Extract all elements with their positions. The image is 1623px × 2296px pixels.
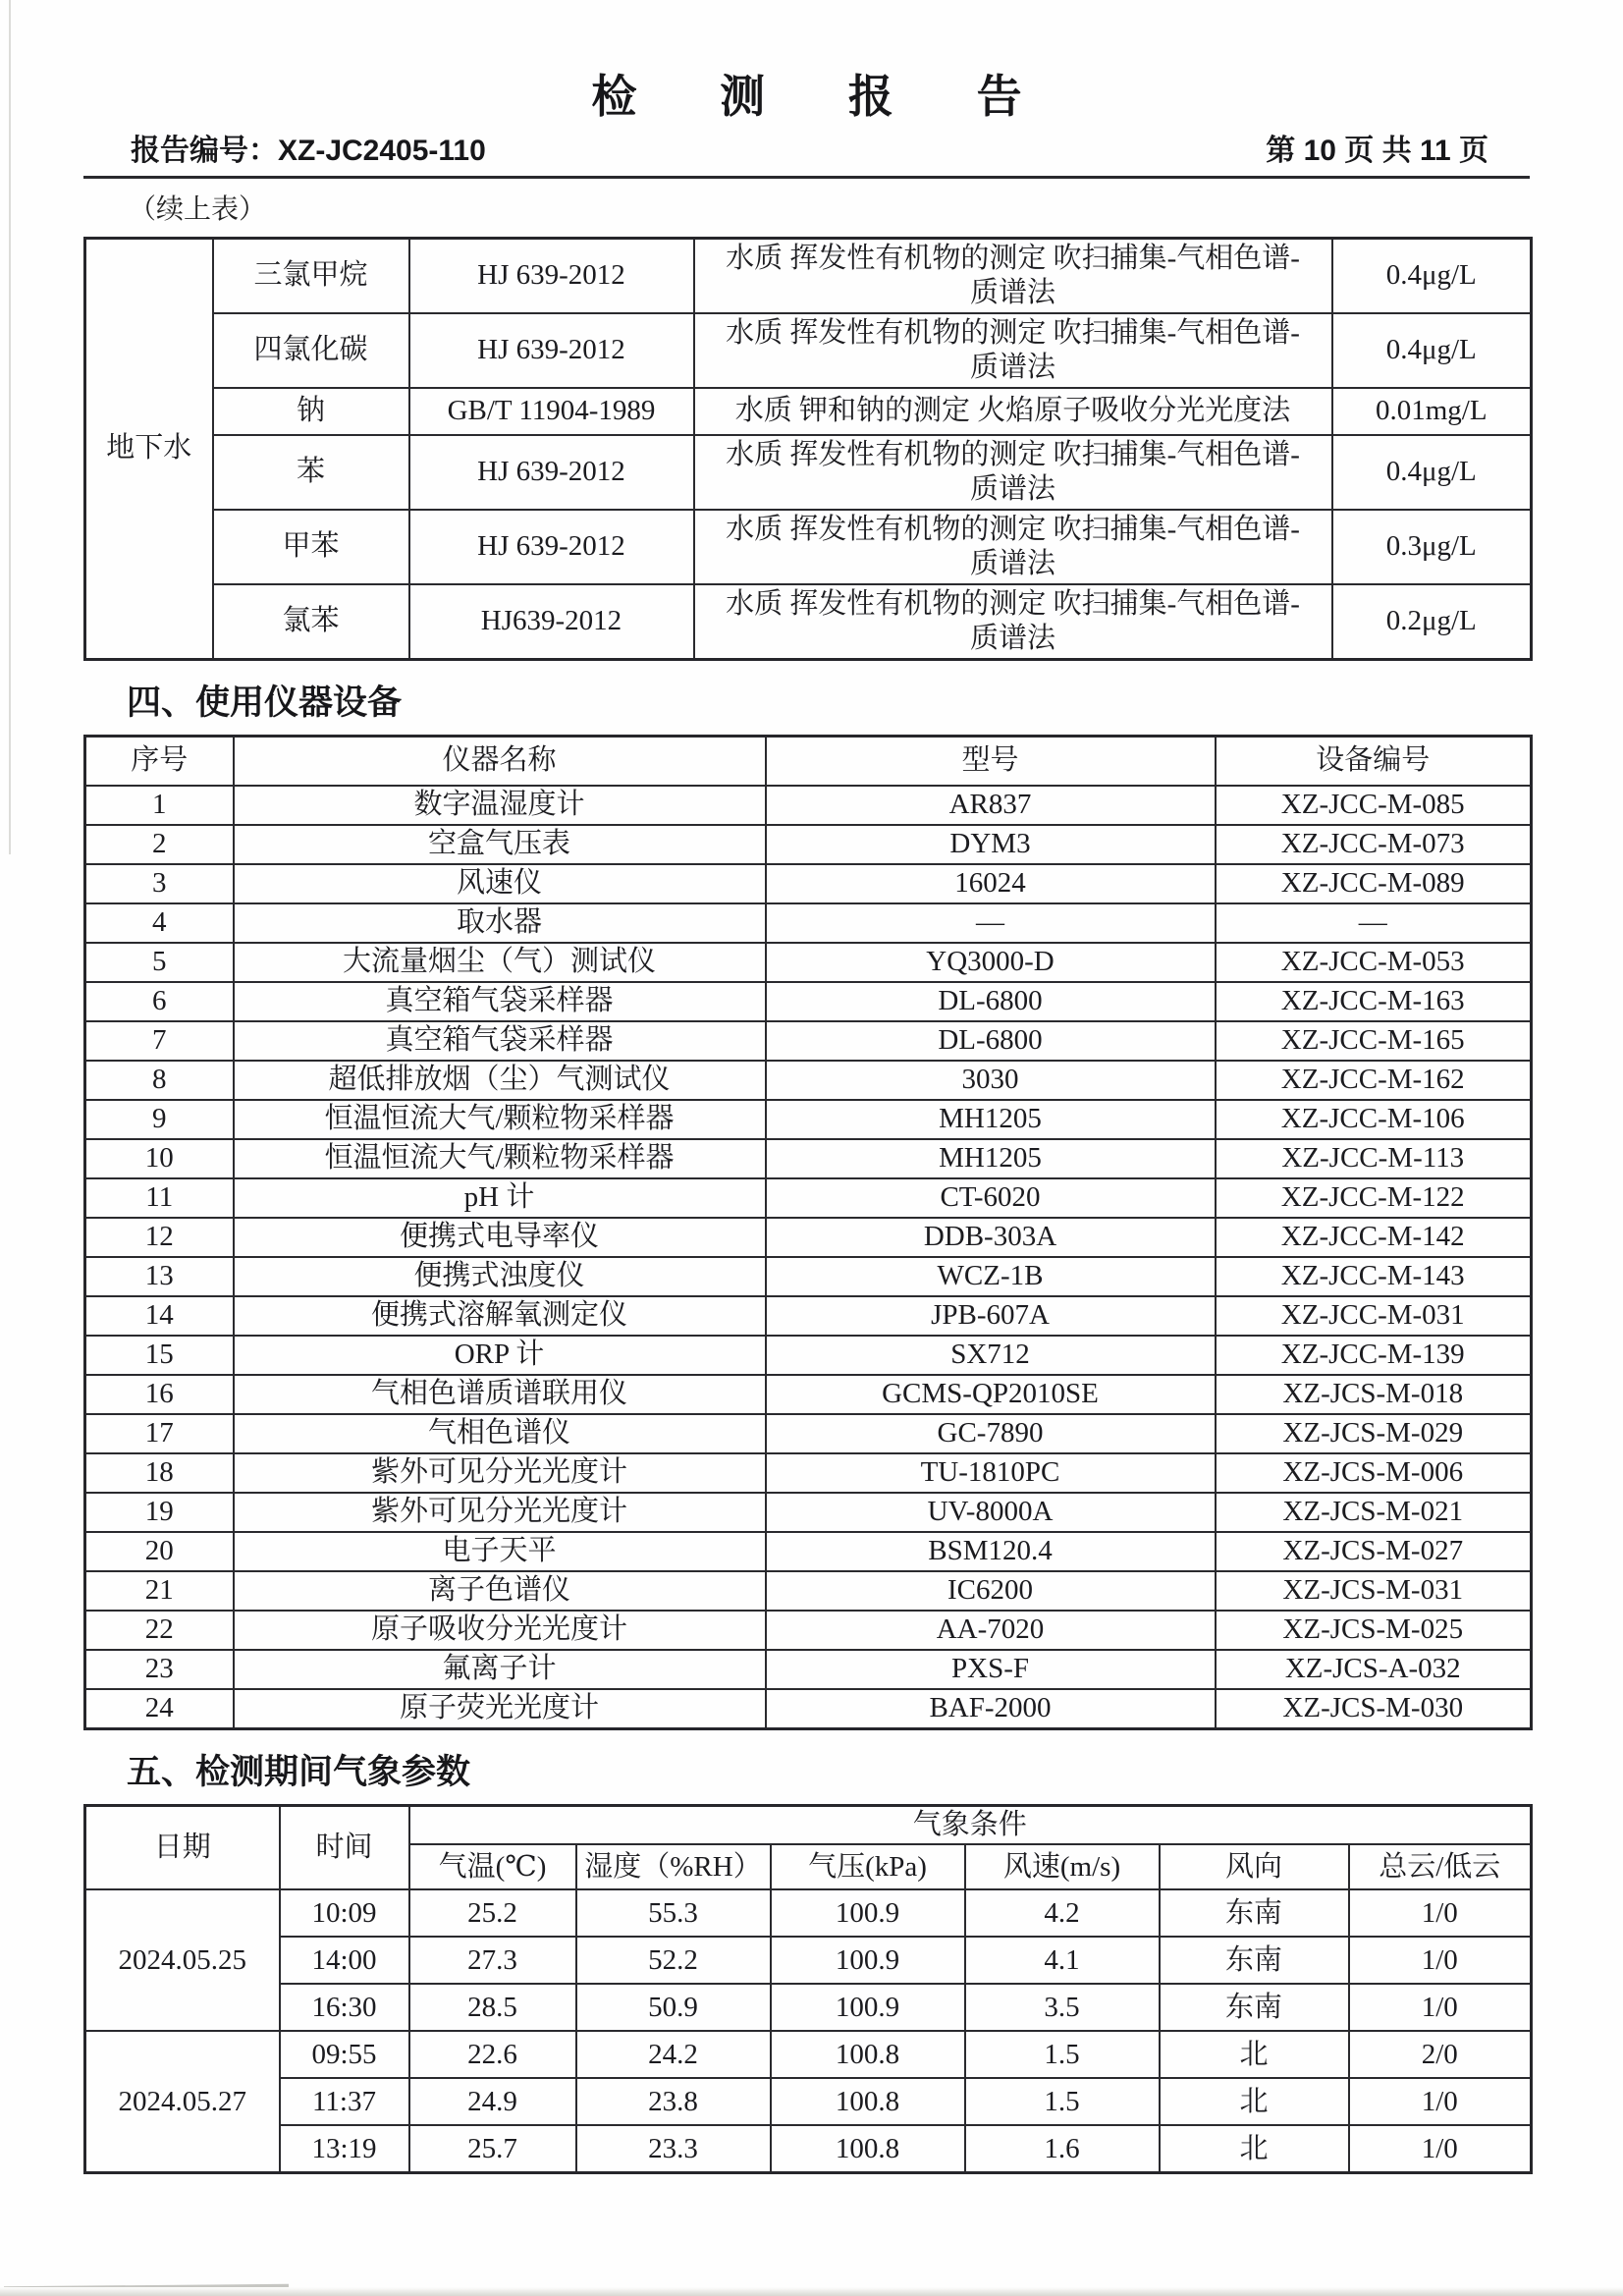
scan-bottom-artifact	[0, 2287, 1623, 2296]
analysis-method-text: 水质 挥发性有机物的测定 吹扫捕集-气相色谱-质谱法	[726, 438, 1300, 505]
equipment-code: XZ-JCC-M-073	[1216, 825, 1532, 864]
analysis-method	[694, 388, 1332, 435]
equipment-header-model: 型号	[766, 737, 1216, 787]
analysis-standard: HJ 639-2012	[409, 239, 694, 314]
equipment-no: 9	[85, 1100, 234, 1139]
weather-date: 2024.05.27	[85, 2031, 280, 2173]
weather-windspeed: 1.5	[965, 2031, 1160, 2078]
equipment-no: 10	[85, 1139, 234, 1178]
equipment-no: 7	[85, 1021, 234, 1061]
weather-header-date: 日期	[85, 1806, 280, 1890]
equipment-code: XZ-JCC-M-142	[1216, 1218, 1532, 1257]
equipment-row	[85, 1375, 1532, 1414]
equipment-model: IC6200	[766, 1571, 1216, 1611]
equipment-header-no: 序号	[85, 737, 234, 787]
equipment-model: 16024	[766, 864, 1216, 903]
weather-header-winddir: 风向	[1160, 1844, 1349, 1889]
section-title-weather: 五、检测期间气象参数	[127, 1753, 471, 1791]
analysis-item: 三氯甲烷	[213, 239, 409, 314]
weather-windspeed: 1.5	[965, 2078, 1160, 2125]
weather-humidity: 23.8	[576, 2078, 771, 2125]
analysis-method	[694, 239, 1332, 314]
equipment-header-code: 设备编号	[1216, 737, 1532, 787]
equipment-name: 便携式浊度仪	[234, 1257, 766, 1296]
analysis-method	[694, 510, 1332, 584]
equipment-model: BAF-2000	[766, 1689, 1216, 1729]
equipment-no: 24	[85, 1689, 234, 1729]
header-divider	[83, 176, 1530, 179]
equipment-model: AR837	[766, 786, 1216, 825]
weather-winddir: 东南	[1160, 1889, 1349, 1937]
equipment-row	[85, 1453, 1532, 1493]
weather-time: 09:55	[280, 2031, 409, 2078]
equipment-header-row	[85, 737, 1532, 787]
analysis-row	[85, 510, 1532, 584]
weather-time: 16:30	[280, 1984, 409, 2031]
equipment-no: 22	[85, 1611, 234, 1650]
weather-cloud: 1/0	[1349, 1984, 1532, 2031]
equipment-model: BSM120.4	[766, 1532, 1216, 1571]
weather-windspeed: 1.6	[965, 2125, 1160, 2173]
equipment-name: 数字温湿度计	[234, 786, 766, 825]
equipment-no: 13	[85, 1257, 234, 1296]
analysis-limit: 0.01mg/L	[1332, 388, 1532, 435]
equipment-model: DYM3	[766, 825, 1216, 864]
analysis-method-text: 水质 挥发性有机物的测定 吹扫捕集-气相色谱-质谱法	[726, 242, 1300, 308]
equipment-code: XZ-JCC-M-143	[1216, 1257, 1532, 1296]
equipment-no: 6	[85, 982, 234, 1021]
equipment-name: 超低排放烟（尘）气测试仪	[234, 1061, 766, 1100]
analysis-standard: HJ 639-2012	[409, 435, 694, 510]
equipment-model: GC-7890	[766, 1414, 1216, 1453]
weather-row	[85, 1984, 1532, 2031]
page-indicator: 第 10 页 共 11 页	[1266, 135, 1488, 167]
analysis-limit: 0.4μg/L	[1332, 313, 1532, 388]
equipment-model: MH1205	[766, 1139, 1216, 1178]
equipment-name: 恒温恒流大气/颗粒物采样器	[234, 1100, 766, 1139]
weather-temp: 27.3	[409, 1937, 576, 1984]
weather-cloud: 1/0	[1349, 1889, 1532, 1937]
analysis-item: 四氯化碳	[213, 313, 409, 388]
equipment-code: XZ-JCC-M-165	[1216, 1021, 1532, 1061]
equipment-no: 1	[85, 786, 234, 825]
equipment-row	[85, 1021, 1532, 1061]
analysis-standard: GB/T 11904-1989	[409, 388, 694, 435]
analysis-row	[85, 584, 1532, 660]
equipment-code: XZ-JCS-M-029	[1216, 1414, 1532, 1453]
equipment-model: GCMS-QP2010SE	[766, 1375, 1216, 1414]
equipment-code: XZ-JCC-M-163	[1216, 982, 1532, 1021]
weather-humidity: 55.3	[576, 1889, 771, 1937]
equipment-row	[85, 1100, 1532, 1139]
equipment-code: XZ-JCC-M-053	[1216, 943, 1532, 982]
analysis-item: 甲苯	[213, 510, 409, 584]
equipment-no: 18	[85, 1453, 234, 1493]
equipment-name: 氟离子计	[234, 1650, 766, 1689]
equipment-model: —	[766, 903, 1216, 943]
equipment-row	[85, 1532, 1532, 1571]
analysis-item: 苯	[213, 435, 409, 510]
equipment-name: 气相色谱仪	[234, 1414, 766, 1453]
equipment-no: 19	[85, 1493, 234, 1532]
equipment-model: 3030	[766, 1061, 1216, 1100]
equipment-model: DL-6800	[766, 982, 1216, 1021]
scan-edge-artifact	[9, 0, 11, 854]
equipment-table	[83, 735, 1533, 1730]
equipment-no: 2	[85, 825, 234, 864]
equipment-name: 风速仪	[234, 864, 766, 903]
equipment-code: XZ-JCC-M-122	[1216, 1178, 1532, 1218]
equipment-no: 17	[85, 1414, 234, 1453]
analysis-standard: HJ 639-2012	[409, 313, 694, 388]
equipment-no: 5	[85, 943, 234, 982]
equipment-row	[85, 786, 1532, 825]
equipment-row	[85, 1178, 1532, 1218]
equipment-no: 11	[85, 1178, 234, 1218]
equipment-code: XZ-JCC-M-089	[1216, 864, 1532, 903]
equipment-model: DL-6800	[766, 1021, 1216, 1061]
equipment-row	[85, 1336, 1532, 1375]
equipment-no: 12	[85, 1218, 234, 1257]
equipment-name: 真空箱气袋采样器	[234, 982, 766, 1021]
equipment-row	[85, 1493, 1532, 1532]
equipment-no: 8	[85, 1061, 234, 1100]
equipment-row	[85, 1218, 1532, 1257]
equipment-name: 便携式电导率仪	[234, 1218, 766, 1257]
weather-header-pressure: 气压(kPa)	[771, 1844, 965, 1889]
report-number	[131, 126, 486, 169]
equipment-row	[85, 943, 1532, 982]
equipment-header-name: 仪器名称	[234, 737, 766, 787]
weather-winddir: 北	[1160, 2078, 1349, 2125]
equipment-row	[85, 1061, 1532, 1100]
weather-header-windspeed: 风速(m/s)	[965, 1844, 1160, 1889]
equipment-model: CT-6020	[766, 1178, 1216, 1218]
equipment-name: pH 计	[234, 1178, 766, 1218]
equipment-code: XZ-JCS-M-027	[1216, 1532, 1532, 1571]
equipment-no: 3	[85, 864, 234, 903]
page-title: 检 测 报 告	[591, 71, 1057, 122]
analysis-method-text: 水质 挥发性有机物的测定 吹扫捕集-气相色谱-质谱法	[726, 513, 1300, 579]
equipment-row	[85, 1650, 1532, 1689]
equipment-name: 空盒气压表	[234, 825, 766, 864]
weather-cloud: 2/0	[1349, 2031, 1532, 2078]
weather-temp: 24.9	[409, 2078, 576, 2125]
analysis-limit: 0.2μg/L	[1332, 584, 1532, 660]
equipment-name: 离子色谱仪	[234, 1571, 766, 1611]
equipment-row	[85, 864, 1532, 903]
weather-windspeed: 4.2	[965, 1889, 1160, 1937]
equipment-no: 23	[85, 1650, 234, 1689]
analysis-method	[694, 313, 1332, 388]
equipment-model: TU-1810PC	[766, 1453, 1216, 1493]
weather-time: 13:19	[280, 2125, 409, 2173]
weather-header-humidity: 湿度（%RH）	[576, 1844, 771, 1889]
analysis-method-text: 水质 挥发性有机物的测定 吹扫捕集-气相色谱-质谱法	[726, 316, 1300, 383]
weather-header-temp: 气温(℃)	[409, 1844, 576, 1889]
weather-winddir: 北	[1160, 2125, 1349, 2173]
analysis-row	[85, 435, 1532, 510]
equipment-code: XZ-JCC-M-085	[1216, 786, 1532, 825]
weather-row	[85, 1889, 1532, 1937]
weather-temp: 25.7	[409, 2125, 576, 2173]
analysis-method-text: 水质 钾和钠的测定 火焰原子吸收分光光度法	[734, 395, 1291, 427]
section-title-instruments: 四、使用仪器设备	[127, 683, 403, 722]
weather-time: 10:09	[280, 1889, 409, 1937]
weather-row	[85, 2031, 1532, 2078]
analysis-limit: 0.3μg/L	[1332, 510, 1532, 584]
equipment-row	[85, 825, 1532, 864]
equipment-row	[85, 903, 1532, 943]
equipment-code: XZ-JCS-M-031	[1216, 1571, 1532, 1611]
report-number-label: 报告编号：	[131, 135, 278, 167]
equipment-code: XZ-JCC-M-162	[1216, 1061, 1532, 1100]
equipment-code: —	[1216, 903, 1532, 943]
weather-humidity: 52.2	[576, 1937, 771, 1984]
weather-pressure: 100.9	[771, 1889, 965, 1937]
equipment-model: WCZ-1B	[766, 1257, 1216, 1296]
weather-time: 14:00	[280, 1937, 409, 1984]
equipment-code: XZ-JCS-M-025	[1216, 1611, 1532, 1650]
analysis-row	[85, 239, 1532, 314]
equipment-code: XZ-JCC-M-031	[1216, 1296, 1532, 1336]
weather-cloud: 1/0	[1349, 2078, 1532, 2125]
equipment-no: 15	[85, 1336, 234, 1375]
equipment-no: 20	[85, 1532, 234, 1571]
report-meta-row	[83, 126, 1530, 169]
weather-winddir: 东南	[1160, 1984, 1349, 2031]
equipment-model: MH1205	[766, 1100, 1216, 1139]
equipment-code: XZ-JCS-M-021	[1216, 1493, 1532, 1532]
weather-pressure: 100.9	[771, 1937, 965, 1984]
analysis-standard: HJ 639-2012	[409, 510, 694, 584]
equipment-row	[85, 1689, 1532, 1729]
equipment-name: 真空箱气袋采样器	[234, 1021, 766, 1061]
weather-temp: 25.2	[409, 1889, 576, 1937]
weather-header-time: 时间	[280, 1806, 409, 1890]
analysis-method-text: 水质 挥发性有机物的测定 吹扫捕集-气相色谱-质谱法	[726, 587, 1300, 654]
equipment-name: 便携式溶解氧测定仪	[234, 1296, 766, 1336]
equipment-code: XZ-JCC-M-113	[1216, 1139, 1532, 1178]
analysis-item: 钠	[213, 388, 409, 435]
equipment-code: XZ-JCS-M-006	[1216, 1453, 1532, 1493]
equipment-code: XZ-JCC-M-106	[1216, 1100, 1532, 1139]
equipment-name: 紫外可见分光光度计	[234, 1493, 766, 1532]
equipment-row	[85, 982, 1532, 1021]
weather-date: 2024.05.25	[85, 1889, 280, 2031]
equipment-name: 恒温恒流大气/颗粒物采样器	[234, 1139, 766, 1178]
weather-humidity: 24.2	[576, 2031, 771, 2078]
analysis-method	[694, 435, 1332, 510]
equipment-code: XZ-JCS-M-030	[1216, 1689, 1532, 1729]
equipment-name: 大流量烟尘（气）测试仪	[234, 943, 766, 982]
weather-row	[85, 1937, 1532, 1984]
analysis-method	[694, 584, 1332, 660]
equipment-row	[85, 1257, 1532, 1296]
equipment-name: 紫外可见分光光度计	[234, 1453, 766, 1493]
equipment-model: DDB-303A	[766, 1218, 1216, 1257]
weather-row	[85, 2125, 1532, 2173]
analysis-row	[85, 388, 1532, 435]
equipment-row	[85, 1611, 1532, 1650]
equipment-model: AA-7020	[766, 1611, 1216, 1650]
weather-row	[85, 2078, 1532, 2125]
equipment-name: 原子荧光光度计	[234, 1689, 766, 1729]
weather-humidity: 23.3	[576, 2125, 771, 2173]
equipment-row	[85, 1571, 1532, 1611]
equipment-row	[85, 1139, 1532, 1178]
equipment-model: YQ3000-D	[766, 943, 1216, 982]
analysis-limit: 0.4μg/L	[1332, 435, 1532, 510]
weather-windspeed: 4.1	[965, 1937, 1160, 1984]
weather-humidity: 50.9	[576, 1984, 771, 2031]
continued-note: （续上表）	[129, 194, 267, 225]
weather-cloud: 1/0	[1349, 1937, 1532, 1984]
analysis-standard: HJ639-2012	[409, 584, 694, 660]
weather-temp: 22.6	[409, 2031, 576, 2078]
weather-cloud: 1/0	[1349, 2125, 1532, 2173]
weather-table	[83, 1804, 1533, 2174]
equipment-row	[85, 1414, 1532, 1453]
equipment-name: 电子天平	[234, 1532, 766, 1571]
analysis-item: 氯苯	[213, 584, 409, 660]
equipment-code: XZ-JCS-A-032	[1216, 1650, 1532, 1689]
weather-pressure: 100.9	[771, 1984, 965, 2031]
weather-pressure: 100.8	[771, 2125, 965, 2173]
equipment-name: 气相色谱质谱联用仪	[234, 1375, 766, 1414]
equipment-name: 取水器	[234, 903, 766, 943]
weather-pressure: 100.8	[771, 2078, 965, 2125]
equipment-no: 21	[85, 1571, 234, 1611]
equipment-no: 16	[85, 1375, 234, 1414]
weather-winddir: 东南	[1160, 1937, 1349, 1984]
equipment-name: 原子吸收分光光度计	[234, 1611, 766, 1650]
weather-winddir: 北	[1160, 2031, 1349, 2078]
equipment-model: SX712	[766, 1336, 1216, 1375]
analysis-row	[85, 313, 1532, 388]
weather-pressure: 100.8	[771, 2031, 965, 2078]
weather-header-row-1	[85, 1806, 1532, 1845]
weather-time: 11:37	[280, 2078, 409, 2125]
weather-header-cloud: 总云/低云	[1349, 1844, 1532, 1889]
equipment-model: JPB-607A	[766, 1296, 1216, 1336]
equipment-name: ORP 计	[234, 1336, 766, 1375]
weather-header-condition: 气象条件	[409, 1806, 1532, 1845]
equipment-row	[85, 1296, 1532, 1336]
equipment-code: XZ-JCC-M-139	[1216, 1336, 1532, 1375]
equipment-code: XZ-JCS-M-018	[1216, 1375, 1532, 1414]
analysis-table	[83, 237, 1533, 661]
equipment-no: 14	[85, 1296, 234, 1336]
equipment-model: UV-8000A	[766, 1493, 1216, 1532]
weather-temp: 28.5	[409, 1984, 576, 2031]
weather-windspeed: 3.5	[965, 1984, 1160, 2031]
analysis-category: 地下水	[85, 239, 213, 660]
equipment-no: 4	[85, 903, 234, 943]
equipment-model: PXS-F	[766, 1650, 1216, 1689]
report-number-value: XZ-JC2405-110	[278, 135, 486, 167]
analysis-limit: 0.4μg/L	[1332, 239, 1532, 314]
